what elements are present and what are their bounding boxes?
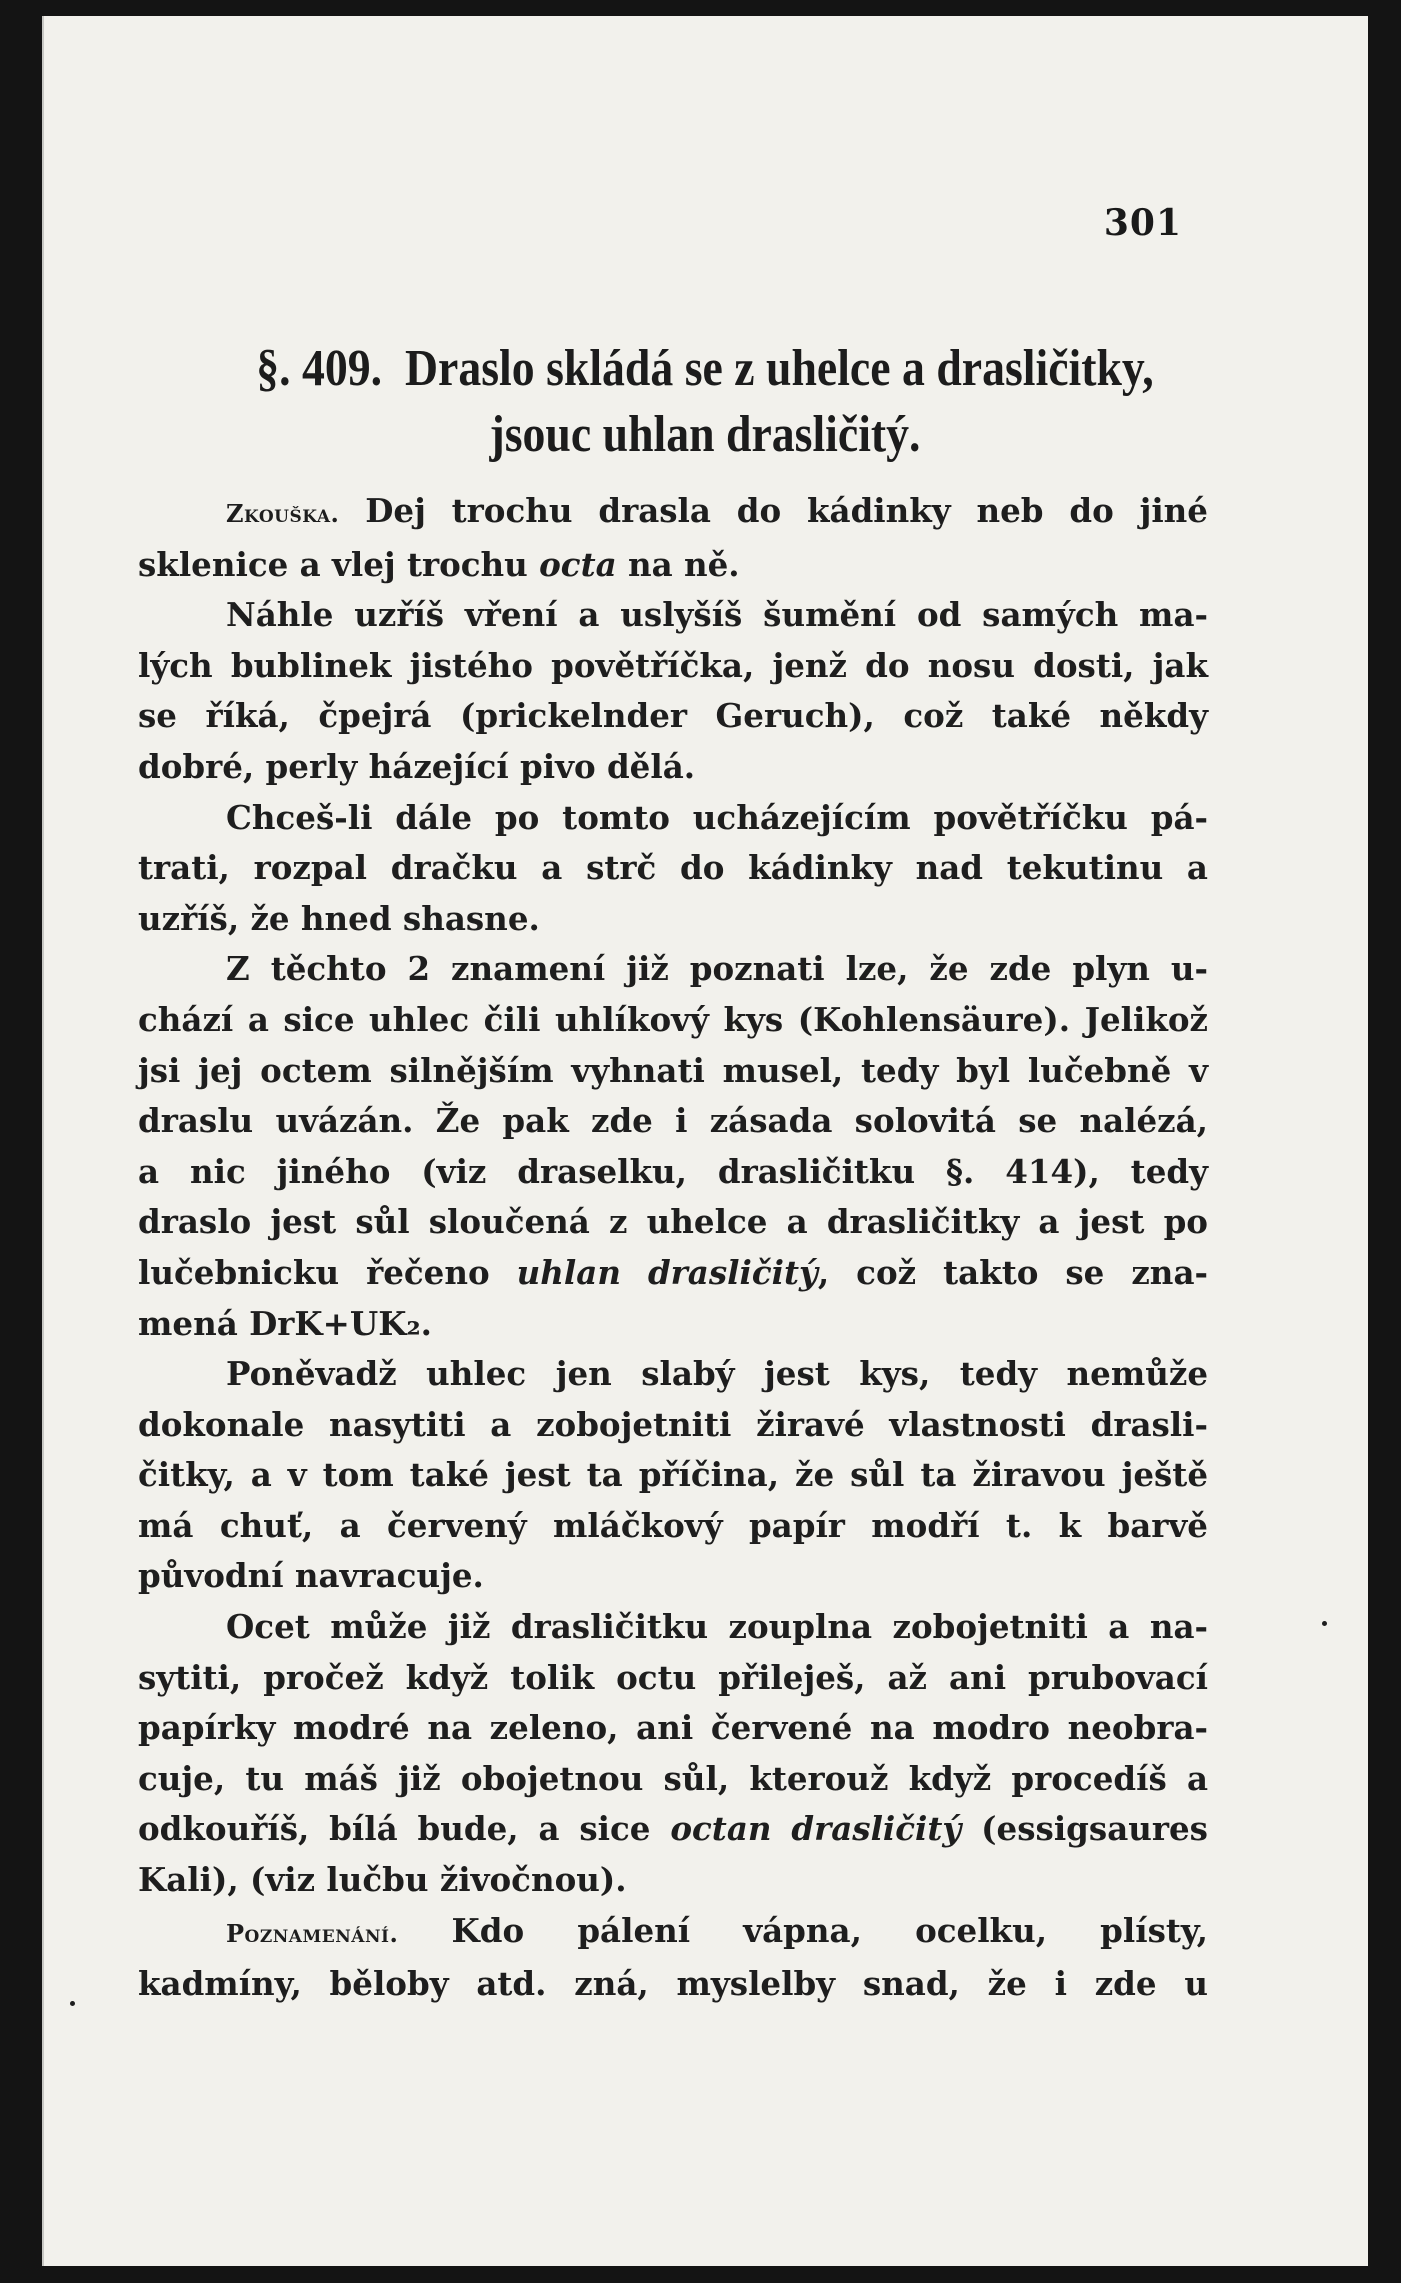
paragraph-1-line: Náhle uzříš vření a uslyšíš šumění od samých ma- xyxy=(226,595,1208,635)
paragraph-4-line: má chuť, a červený mláčkový papír modří t. k barvě xyxy=(138,1505,1208,1545)
paragraph-1-line: se říká, čpejrá (prickelnder Geruch), což také někdy xyxy=(138,696,1208,736)
note-line-2: kadmíny, běloby atd. zná, myslelby snad, že i zde u xyxy=(138,1964,1208,2004)
paragraph-3-line: mená DrK+UK₂. xyxy=(138,1303,432,1343)
paragraph-5-line: odkouříš, bílá bude, a sice octan drasličitý (essigsaures xyxy=(138,1809,1208,1849)
margin-speck xyxy=(1322,1621,1327,1626)
term-octan: octan drasličitý xyxy=(670,1809,962,1849)
page-number: 301 xyxy=(1103,202,1182,244)
paragraph-2-line: Chceš-li dále po tomto ucházejícím povětříčku pá- xyxy=(226,797,1208,837)
section-number: §. 409. xyxy=(256,340,383,397)
paragraph-4-line: původní navracuje. xyxy=(138,1556,484,1596)
paragraph-4-line: Poněvadž uhlec jen slabý jest kys, tedy nemůže xyxy=(226,1354,1208,1394)
note-label: Poznamenání. xyxy=(226,1918,399,1948)
zkouska-label: Zkouška. xyxy=(226,499,340,528)
zkouska-line-1: Zkouška. Dej trochu drasla do kádinky neb do jiné xyxy=(226,491,1208,530)
paragraph-5-line: sytiti, pročež když tolik octu přileješ, až ani prubovací xyxy=(138,1657,1208,1697)
body-text xyxy=(138,486,1208,2010)
paragraph-5-line: cuje, tu máš již obojetnou sůl, kterouž když procedíš a xyxy=(138,1758,1208,1798)
zkouska-line-2: sklenice a vlej trochu octa na ně. xyxy=(138,544,740,584)
paragraph-3-line: chází a sice uhlec čili uhlíkový kys (Kohlensäure). Jelikož xyxy=(138,999,1208,1039)
heading-line-2: jsouc uhlan drasličitý. xyxy=(489,406,921,463)
paragraph-3-line: draslo jest sůl sloučená z uhelce a drasličitky a jest po xyxy=(138,1202,1208,1242)
paragraph-3-line: a nic jiného (viz draselku, drasličitku §. 414), tedy xyxy=(138,1151,1208,1191)
note-line-1: Poznamenání. Kdo pálení vápna, ocelku, plísty, xyxy=(226,1910,1208,1950)
paragraph-3-line: jsi jej octem silnějším vyhnati musel, tedy byl lučebně v xyxy=(138,1050,1208,1090)
term-uhlan: uhlan drasličitý xyxy=(516,1252,818,1292)
paragraph-5-line: Ocet může již drasličitku zouplna zobojetniti a na- xyxy=(226,1607,1208,1647)
paragraph-1-line: dobré, perly házející pivo dělá. xyxy=(138,746,696,786)
paragraph-1-line: lých bublinek jistého povětříčka, jenž do nosu dosti, jak xyxy=(138,645,1208,685)
paragraph-4-line: čitky, a v tom také jest ta příčina, že sůl ta žiravou ještě xyxy=(138,1455,1208,1495)
paragraph-3-line: Z těchto 2 znamení již poznati lze, že zde plyn u- xyxy=(226,949,1208,989)
paragraph-2-line: trati, rozpal dračku a strč do kádinky nad tekutinu a xyxy=(138,848,1208,888)
paragraph-4-line: dokonale nasytiti a zobojetniti žiravé vlastnosti drasli- xyxy=(138,1404,1208,1444)
paragraph-3-line: lučebnicku řečeno uhlan drasličitý, což takto se zna- xyxy=(138,1252,1208,1292)
heading-text-1: Draslo skládá se z uhelce a drasličitky, xyxy=(405,340,1154,397)
heading-line-1 xyxy=(122,336,1289,402)
book-page xyxy=(42,16,1368,2266)
paragraph-5-line: papírky modré na zeleno, ani červené na modro neobra- xyxy=(138,1708,1208,1748)
section-heading xyxy=(122,336,1289,468)
paragraph-5-line: Kali), (viz lučbu živočnou). xyxy=(138,1860,627,1900)
page-edge xyxy=(42,16,44,2266)
paragraph-2-line: uzříš, že hned shasne. xyxy=(138,898,540,938)
margin-speck xyxy=(70,2001,75,2006)
paragraph-3-line: draslu uvázán. Že pak zde i zásada solovitá se nalézá, xyxy=(138,1101,1208,1141)
